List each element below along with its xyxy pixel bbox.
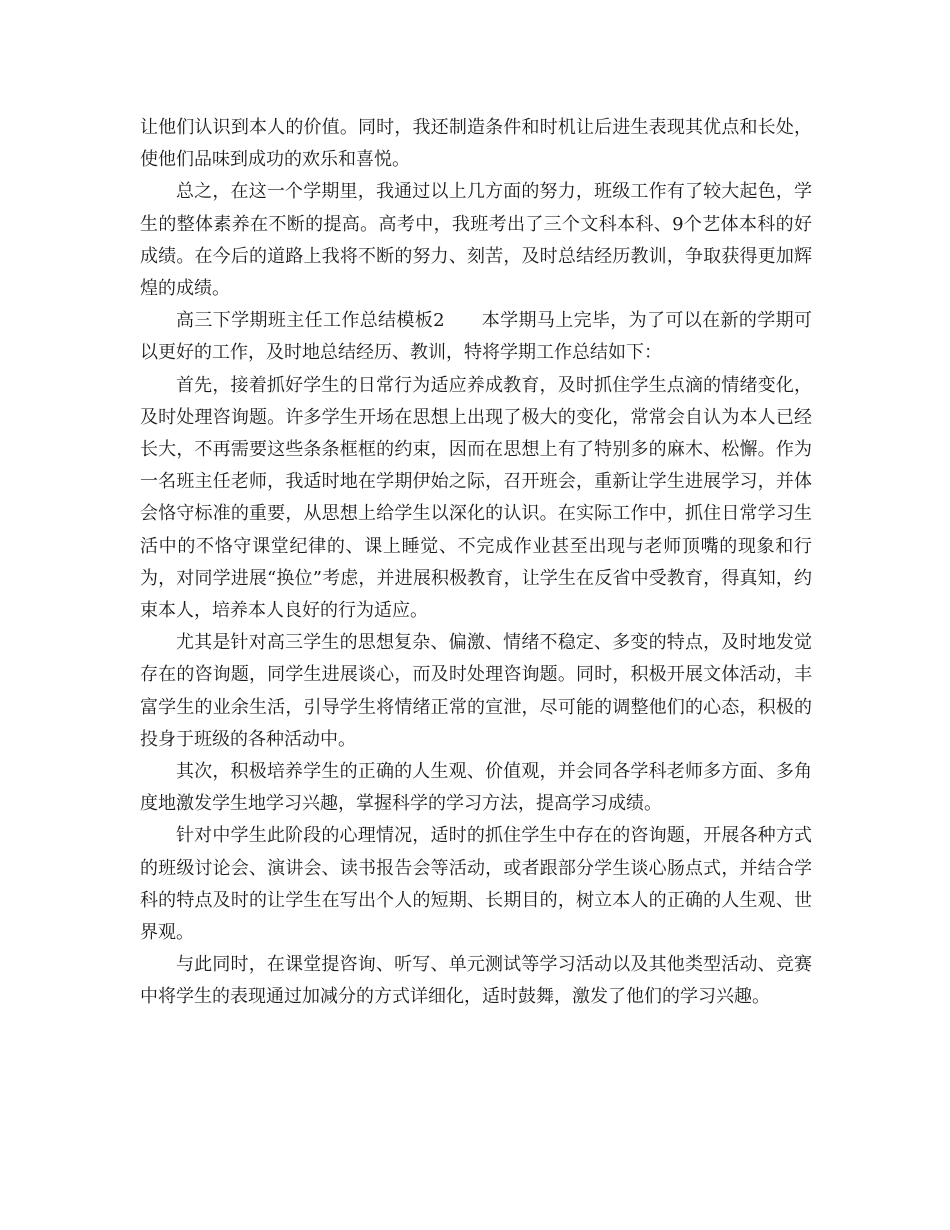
paragraph-meanwhile: 与此同时，在课堂提咨询、听写、单元测试等学习活动以及其他类型活动、竞赛中将学生的表现通过加减分的方式详细化，适时鼓舞，激发了他们的学习兴趣。	[140, 954, 812, 1008]
paragraph-continued: 让他们认识到本人的价值。同时，我还制造条件和时机让后进生表现其优点和长处，使他们品味到成功的欢乐和喜悦。	[140, 117, 812, 171]
paragraph-psychology: 针对中学生此阶段的心理情况，适时的抓住学生中存在的咨询题，开展各种方式的班级讨论会、演讲会、读书报告会等活动，或者跟部分学生谈心肠点式，并结合学科的特点及时的让学生在写出个人的短期、长期目的，树立本人的正确的人生观、世界观。	[140, 825, 812, 944]
document-body	[140, 112, 812, 1014]
paragraph-second: 其次，积极培养学生的正确的人生观、价值观，并会同各学科老师多方面、多角度地激发学生地学习兴趣，掌握科学的学习方法，提高学习成绩。	[140, 761, 812, 815]
paragraph-especially: 尤其是针对高三学生的思想复杂、偏激、情绪不稳定、多变的特点，及时地发觉存在的咨询题，同学生进展谈心，而及时处理咨询题。同时，积极开展文体活动，丰富学生的业余生活，引导学生将情绪正常的宣泄，尽可能的调整他们的心态，积极的投身于班级的各种活动中。	[140, 632, 812, 750]
paragraph-summary: 总之，在这一个学期里，我通过以上几方面的努力，班级工作有了较大起色，学生的整体素养在不断的提高。高考中，我班考出了三个文科本科、9个艺体本科的好成绩。在今后的道路上我将不断的努力、刻苦，及时总结经历教训，争取获得更加辉煌的成绩。	[140, 181, 812, 300]
paragraph-first: 首先，接着抓好学生的日常行为适应养成教育，及时抓住学生点滴的情绪变化，及时处理咨询题。许多学生开场在思想上出现了极大的变化，常常会自认为本人已经长大，不再需要这些条条框框的约束，因而在思想上有了特别多的麻木、松懈。作为一名班主任老师，我适时地在学期伊始之际，召开班会，重新让学生进展学习，并体会恪守标准的重要，从思想上给学生以深化的认识。在实际工作中，抓住日常学习生活中的不恪守课堂纪律的、课上睡觉、不完成作业甚至出现与老师顶嘴的现象和行为，对同学进展“换位”考虑，并进展积极教育，让学生在反省中受教育，得真知，约束本人，培养本人良好的行为适应。	[140, 374, 812, 622]
paragraph-template-heading: 高三下学期班主任工作总结模板2 本学期马上完毕，为了可以在新的学期可以更好的工作，及时地总结经历、教训，特将学期工作总结如下：	[140, 310, 812, 364]
